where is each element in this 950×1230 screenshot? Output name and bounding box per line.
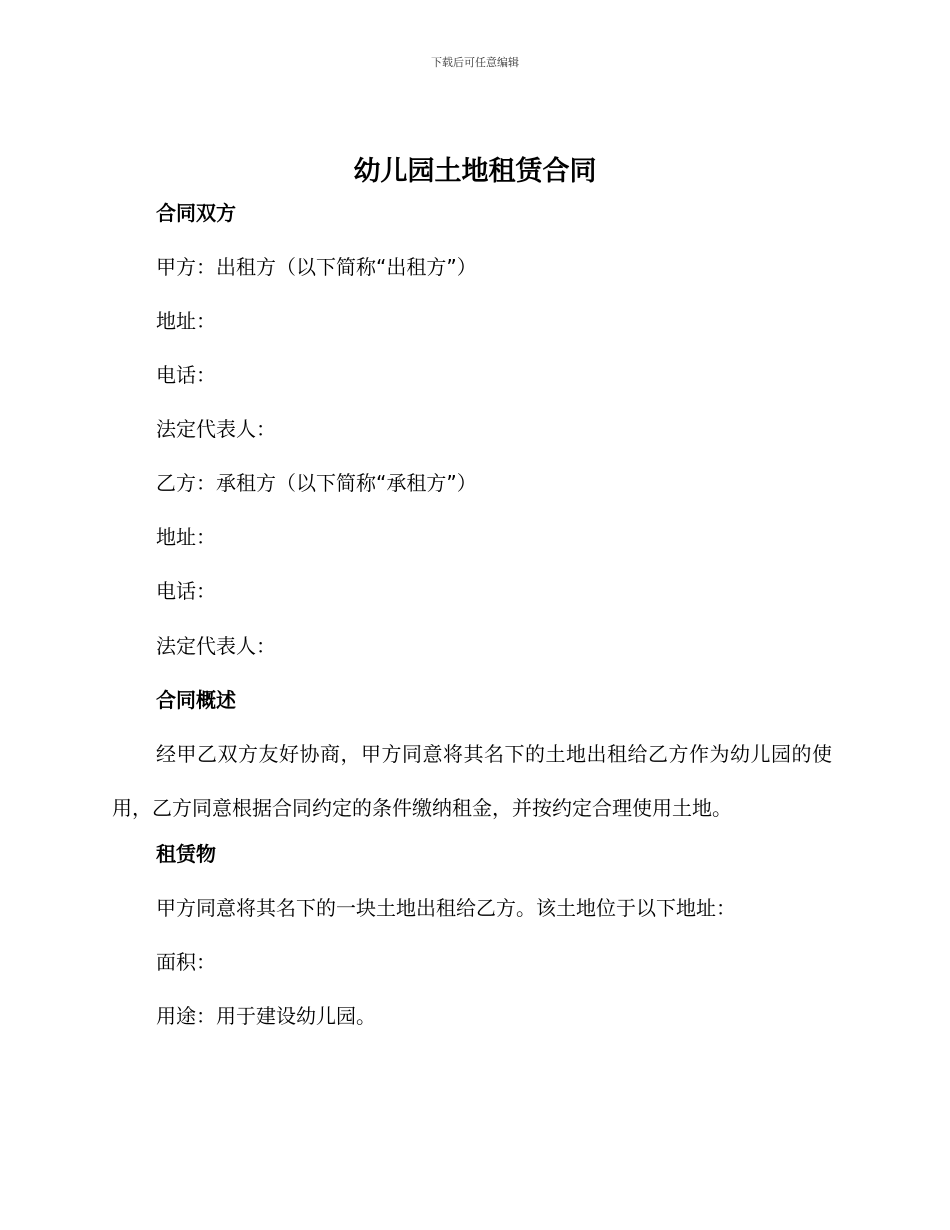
party-b-phone: 电话： [156,579,216,603]
party-b-line: 乙方：承租方（以下简称“承租方”） [156,471,477,495]
leased-property-description: 甲方同意将其名下的一块土地出租给乙方。该土地位于以下地址： [156,896,736,920]
party-b-address: 地址： [156,525,216,549]
document-title: 幼儿园土地租赁合同 [353,156,597,187]
section-heading-overview: 合同概述 [156,688,236,712]
party-a-representative: 法定代表人： [156,417,276,441]
overview-paragraph: 经甲乙双方友好协商，甲方同意将其名下的土地出租给乙方作为幼儿园的使用，乙方同意根据合同约定的条件缴纳租金，并按约定合理使用土地。 [112,742,832,820]
party-a-line: 甲方：出租方（以下简称“出租方”） [156,255,477,279]
header-note: 下载后可任意编辑 [431,56,519,69]
party-a-address: 地址： [156,309,216,333]
section-heading-parties: 合同双方 [156,201,236,225]
party-a-phone: 电话： [156,363,216,387]
leased-property-area: 面积： [156,950,216,974]
party-b-representative: 法定代表人： [156,634,276,658]
section-heading-leased-property: 租赁物 [156,842,216,866]
leased-property-purpose: 用途：用于建设幼儿园。 [156,1004,376,1028]
